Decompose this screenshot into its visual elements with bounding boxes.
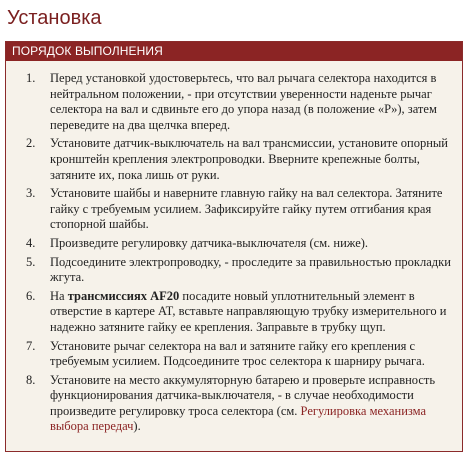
step-item: [6, 373, 452, 435]
step-number: 3.: [26, 186, 36, 201]
step-number: 5.: [26, 254, 36, 269]
step-number: 4.: [26, 235, 36, 250]
step-item: [6, 71, 452, 133]
step-number: 2.: [26, 136, 36, 151]
step-text-after: посадите новый уплотнительный элемент в отверстие в картере AT, вставьте направляющую трубку измерительного и надежно затяните гайку ее крепления. Заправьте в трубку щуп.: [50, 288, 447, 334]
step-text-before: На: [50, 288, 68, 303]
step-text: Установите датчик-выключатель на вал трансмиссии, установите опорный кронштейн крепления электропроводки. Вверните крепежные болты, затяните их, пока лишь от руки.: [50, 136, 448, 182]
step-number: 7.: [26, 338, 36, 353]
steps-list: [6, 61, 462, 435]
step-number: 8.: [26, 372, 36, 387]
page-title: Установка: [7, 7, 102, 29]
step-item: [6, 255, 452, 286]
step-item: [6, 339, 452, 370]
step-text: Установите шайбы и наверните главную гайку на вал селектора. Затяните гайку с требуемым усилием. Зафиксируйте гайку путем отгибания края стопорной шайбы.: [50, 186, 443, 232]
step-item: [6, 136, 452, 183]
step-text: [50, 289, 452, 336]
step-number: 6.: [26, 288, 36, 303]
procedure-header: ПОРЯДОК ВЫПОЛНЕНИЯ: [6, 42, 462, 61]
step-text: Подсоедините электропроводку, - проследите за правильностью прокладки жгута.: [50, 254, 451, 285]
step-item: [6, 186, 452, 233]
step-text: [50, 373, 452, 435]
step-item: [6, 236, 452, 252]
step-number: 1.: [26, 71, 36, 85]
step-text-before: Установите на место аккумуляторную батарею и проверьте исправность функционирования датчика-выключателя, - в случае необходимости произведите регулировку троса селектора (см.: [50, 372, 436, 418]
step-text: Произведите регулировку датчика-выключателя (см. ниже).: [50, 235, 369, 250]
step-item: [6, 289, 452, 336]
step-text-after: ).: [133, 419, 141, 434]
transmission-model-label: трансмиссиях AF20: [67, 288, 180, 303]
step-text: Установите рычаг селектора на вал и затяните гайку его крепления с требуемым усилием. Подсоедините трос селектора к шарниру рычага.: [50, 338, 425, 369]
gear-selector-adjustment-link[interactable]: Регулировка механизма выбора передач: [50, 403, 427, 434]
procedure-box: [5, 41, 463, 452]
step-text: Перед установкой удостоверьтесь, что вал рычага селектора находится в нейтральном положении, - при отсутствии уверенности наденьте рычаг селектора на вал и сдвиньте его до упора назад (в положение «P»), затем переведите на два щелчка вперед.: [50, 71, 437, 132]
